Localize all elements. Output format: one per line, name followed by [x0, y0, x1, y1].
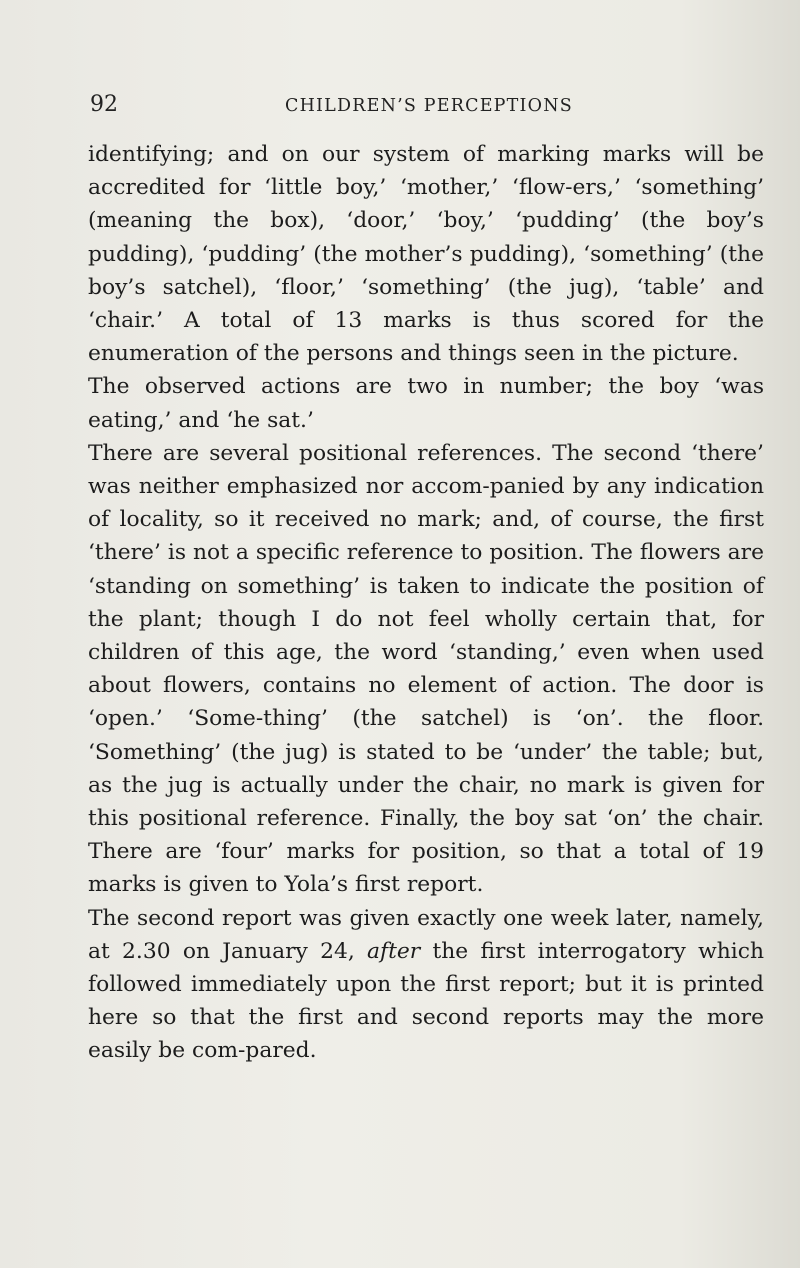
paragraph-2: The observed actions are two in number; the boy ‘was eating,’ and ‘he sat.’	[88, 374, 764, 433]
page-header	[88, 92, 770, 132]
paragraph-4-after: the first interrogatory which followed immediately upon the first report; but it is printed here so that the first and second reports may the more easily be com-pared.	[88, 938, 765, 1064]
paragraph-4-before: The second report was given exactly one week later, namely, at 2.30 on January 24,	[88, 905, 764, 964]
page-number: 92	[90, 92, 118, 117]
running-head: CHILDREN’S PERCEPTIONS	[285, 96, 573, 116]
paragraph-4	[88, 902, 764, 1068]
paragraph-4-emphasis: after	[367, 938, 421, 964]
paragraph-3: There are several positional references. The second ‘there’ was neither emphasized nor accom-panied by any indication of locality, so it received no mark; and, of course, the first ‘there’ is not a specific reference to position. The flowers are ‘standing on something’ is taken to indicate the position of the plant; though I do not feel wholly certain that, for children of this age, the word ‘standing,’ even when used about flowers, contains no element of action. The door is ‘open.’ ‘Some-thing’ (the satchel) is ‘on’. the floor. ‘Something’ (the jug) is stated to be ‘under’ the table; but, as the jug is actually under the chair, no mark is given for this positional reference. Finally, the boy sat ‘on’ the chair. There are ‘four’ marks for position, so that a total of 19 marks is given to Yola’s first report.	[88, 440, 764, 898]
body-text	[88, 138, 764, 1068]
paragraph-1: identifying; and on our system of marking marks will be accredited for ‘little boy,’ ‘mother,’ ‘flow-ers,’ ‘something’ (meaning the box), ‘door,’ ‘boy,’ ‘pudding’ (the boy’s pudding), ‘pudding’ (the mother’s pudding), ‘something’ (the boy’s satchel), ‘floor,’ ‘something’ (the jug), ‘table’ and ‘chair.’ A total of 13 marks is thus scored for the enumeration of the persons and things seen in the picture.	[88, 142, 764, 367]
